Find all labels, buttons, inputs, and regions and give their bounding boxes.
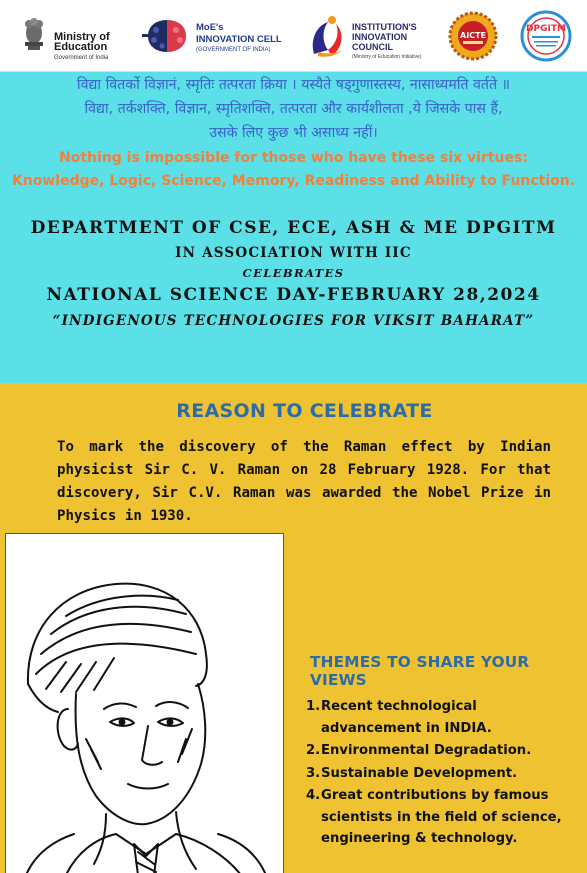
ministry-of-education-logo bbox=[16, 10, 134, 62]
svg-text:AICTE: AICTE bbox=[460, 31, 486, 40]
moe-innovation-cell-logo bbox=[142, 10, 292, 62]
association-line: IN ASSOCIATION WITH IIC bbox=[175, 245, 412, 261]
occasion-heading: NATIONAL SCIENCE DAY-FEBRUARY 28,2024 bbox=[46, 285, 541, 305]
iic-logo bbox=[306, 10, 436, 62]
theme-item: 1. Recent technological advancement in INDIA. bbox=[306, 699, 492, 736]
moe-subtitle: Government of India bbox=[54, 55, 109, 61]
dpgitm-logo bbox=[520, 10, 572, 62]
event-theme: “INDIGENOUS TECHNOLOGIES FOR VIKSIT BAHARAT” bbox=[52, 313, 535, 329]
aicte-logo bbox=[448, 10, 498, 62]
aicte-seal-icon bbox=[448, 10, 498, 62]
themes-title: THEMES TO SHARE YOUR VIEWS bbox=[310, 653, 530, 689]
brain-icon bbox=[142, 16, 192, 56]
innovation-cell-line2: INNOVATION CELL bbox=[196, 34, 282, 45]
department-heading: DEPARTMENT OF CSE, ECE, ASH & ME DPGITM bbox=[30, 218, 557, 238]
translation-line-1: Nothing is impossible for those who have these six virtues: bbox=[59, 150, 528, 166]
theme-item: 2. Environmental Degradation. bbox=[306, 743, 532, 758]
theme-item: 3. Sustainable Development. bbox=[306, 765, 518, 781]
theme-item: 4. Great contributions by famous scientists in the field of science, engineering & technology. bbox=[306, 788, 562, 846]
svg-text:DPGITM: DPGITM bbox=[526, 24, 566, 34]
shloka-line-2: विद्या, तर्कशक्ति, विज्ञान, स्मृतिशक्ति, तत्परता और कार्यशीलता ,ये जिसके पास हैं, bbox=[84, 101, 503, 117]
moe-title: Ministry of Education bbox=[54, 31, 110, 53]
shloka-line-1: विद्या वितर्को विज्ञानं, स्मृतिः तत्परता क्रिया । यस्यैते षड्गुणास्तस्य, नासाध्यमति वर्तते ॥ bbox=[76, 77, 511, 93]
innovation-cell-line1: MoE's bbox=[196, 22, 224, 33]
cv-raman-sketch bbox=[6, 534, 284, 873]
reason-text: To mark the discovery of the Raman effect by Indian physicist Sir C. V. Raman on 28 February 1928. For that discovery, Sir C.V. Raman was awarded the Nobel Prize in Physics in 1930. bbox=[57, 439, 551, 524]
translation-line-2: Knowledge, Logic, Science, Memory, Readiness and Ability to Function. bbox=[11, 173, 576, 189]
innovation-cell-sub: (GOVERNMENT OF INDIA) bbox=[196, 47, 271, 53]
iic-title: INSTITUTION'S INNOVATION COUNCIL bbox=[352, 22, 417, 52]
iic-logo-icon bbox=[306, 14, 346, 60]
intro-panel bbox=[0, 72, 587, 383]
logo-bar bbox=[0, 0, 587, 72]
celebrates-line: CELEBRATES bbox=[242, 266, 345, 280]
dpgitm-seal-icon bbox=[520, 10, 572, 62]
themes-list bbox=[306, 696, 581, 851]
details-panel bbox=[0, 383, 587, 873]
shloka-line-3: उसके लिए कुछ भी असाध्य नहीं। bbox=[209, 125, 378, 141]
cv-raman-portrait bbox=[5, 533, 284, 873]
national-emblem-icon bbox=[18, 16, 48, 54]
reason-title: REASON TO CELEBRATE bbox=[176, 400, 433, 422]
iic-subtitle: (Ministry of Education Initiative) bbox=[352, 54, 422, 60]
